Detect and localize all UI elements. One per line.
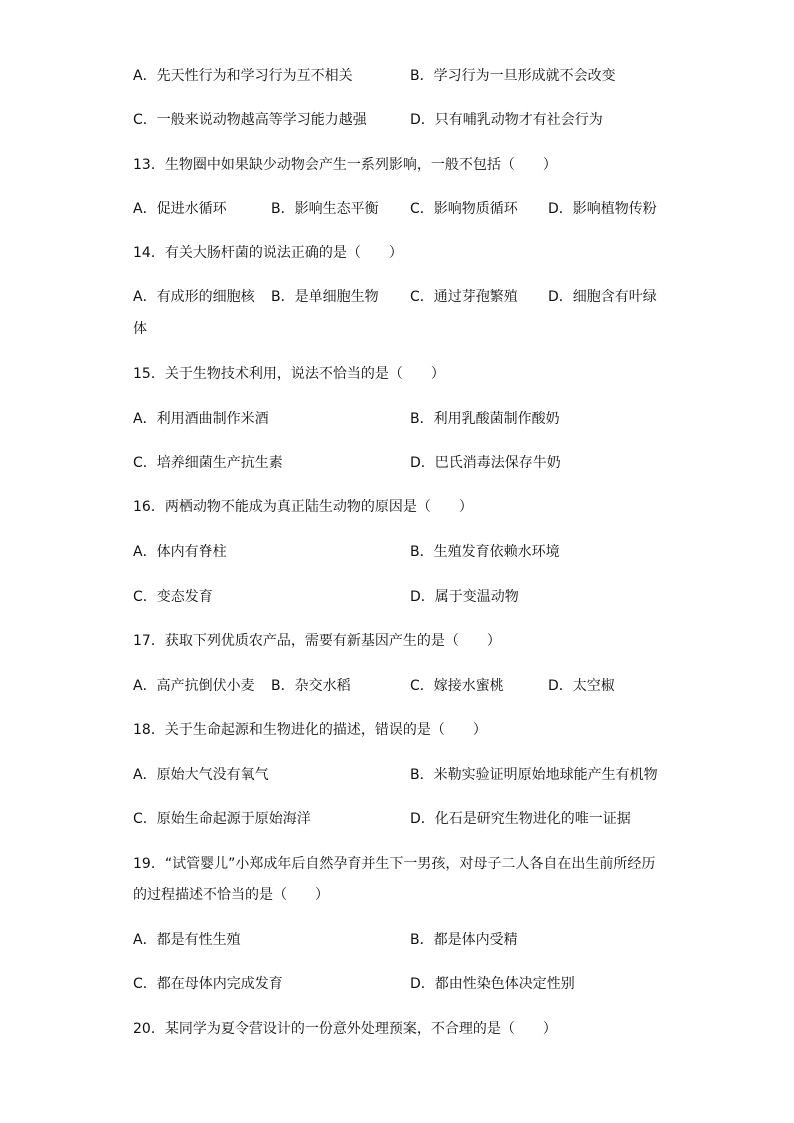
q19-option-c: C．都在母体内完成发育 bbox=[133, 976, 283, 992]
q16-option-a: A．体内有脊柱 bbox=[133, 544, 227, 560]
q13-stem: 13．生物圈中如果缺少动物会产生一系列影响，一般不包括（ ） bbox=[133, 157, 557, 173]
q19-stem-line-2: 的过程描述不恰当的是（ ） bbox=[133, 887, 329, 903]
q15-option-c: C．培养细菌生产抗生素 bbox=[133, 455, 283, 471]
q14-option-b: B．是单细胞生物 bbox=[271, 289, 379, 305]
q19-option-d: D．都由性染色体决定性别 bbox=[410, 976, 575, 992]
q17-option-c: C．嫁接水蜜桃 bbox=[410, 678, 504, 694]
q16-option-c: C．变态发育 bbox=[133, 589, 213, 605]
q19-option-b: B．都是体内受精 bbox=[410, 932, 518, 948]
q16-stem: 16．两栖动物不能成为真正陆生动物的原因是（ ） bbox=[133, 499, 473, 515]
q14-option-a: A．有成形的细胞核 bbox=[133, 289, 255, 305]
q18-stem: 18．关于生命起源和生物进化的描述，错误的是（ ） bbox=[133, 722, 487, 738]
q14-option-c: C．通过芽孢繁殖 bbox=[410, 289, 518, 305]
q15-option-d: D．巴氏消毒法保存牛奶 bbox=[410, 455, 561, 471]
q13-option-a: A．促进水循环 bbox=[133, 201, 227, 217]
q14-stem: 14．有关大肠杆菌的说法正确的是（ ） bbox=[133, 245, 403, 261]
q16-option-d: D．属于变温动物 bbox=[410, 589, 519, 605]
q12-option-b: B．学习行为一旦形成就不会改变 bbox=[410, 68, 616, 84]
q20-stem: 20．某同学为夏令营设计的一份意外处理预案，不合理的是（ ） bbox=[133, 1021, 557, 1037]
q18-option-d: D．化石是研究生物进化的唯一证据 bbox=[410, 811, 631, 827]
q16-option-b: B．生殖发育依赖水环境 bbox=[410, 544, 560, 560]
q13-option-c: C．影响物质循环 bbox=[410, 201, 518, 217]
q17-option-a: A．高产抗倒伏小麦 bbox=[133, 678, 255, 694]
q12-option-a: A．先天性行为和学习行为互不相关 bbox=[133, 68, 353, 84]
q12-option-d: D．只有哺乳动物才有社会行为 bbox=[410, 112, 603, 128]
q12-option-c: C．一般来说动物越高等学习能力越强 bbox=[133, 112, 367, 128]
q17-stem: 17．获取下列优质农产品，需要有新基因产生的是（ ） bbox=[133, 633, 501, 649]
q18-option-a: A．原始大气没有氧气 bbox=[133, 767, 269, 783]
q19-option-a: A．都是有性生殖 bbox=[133, 932, 241, 948]
q15-option-a: A．利用酒曲制作米酒 bbox=[133, 411, 269, 427]
q15-stem: 15．关于生物技术利用，说法不恰当的是（ ） bbox=[133, 366, 445, 382]
q13-option-b: B．影响生态平衡 bbox=[271, 201, 379, 217]
q13-option-d: D．影响植物传粉 bbox=[548, 201, 657, 217]
q18-option-b: B．米勒实验证明原始地球能产生有机物 bbox=[410, 767, 658, 783]
q15-option-b: B．利用乳酸菌制作酸奶 bbox=[410, 411, 560, 427]
q17-option-d: D．太空椒 bbox=[548, 678, 615, 694]
q19-stem-line-1: 19．“试管婴儿”小郑成年后自然孕育并生下一男孩，对母子二人各自在出生前所经历 bbox=[133, 856, 656, 872]
q14-option-d: D．细胞含有叶绿 bbox=[548, 289, 657, 305]
q17-option-b: B．杂交水稻 bbox=[271, 678, 351, 694]
q18-option-c: C．原始生命起源于原始海洋 bbox=[133, 811, 311, 827]
q14-option-d-wrap: 体 bbox=[133, 321, 147, 337]
